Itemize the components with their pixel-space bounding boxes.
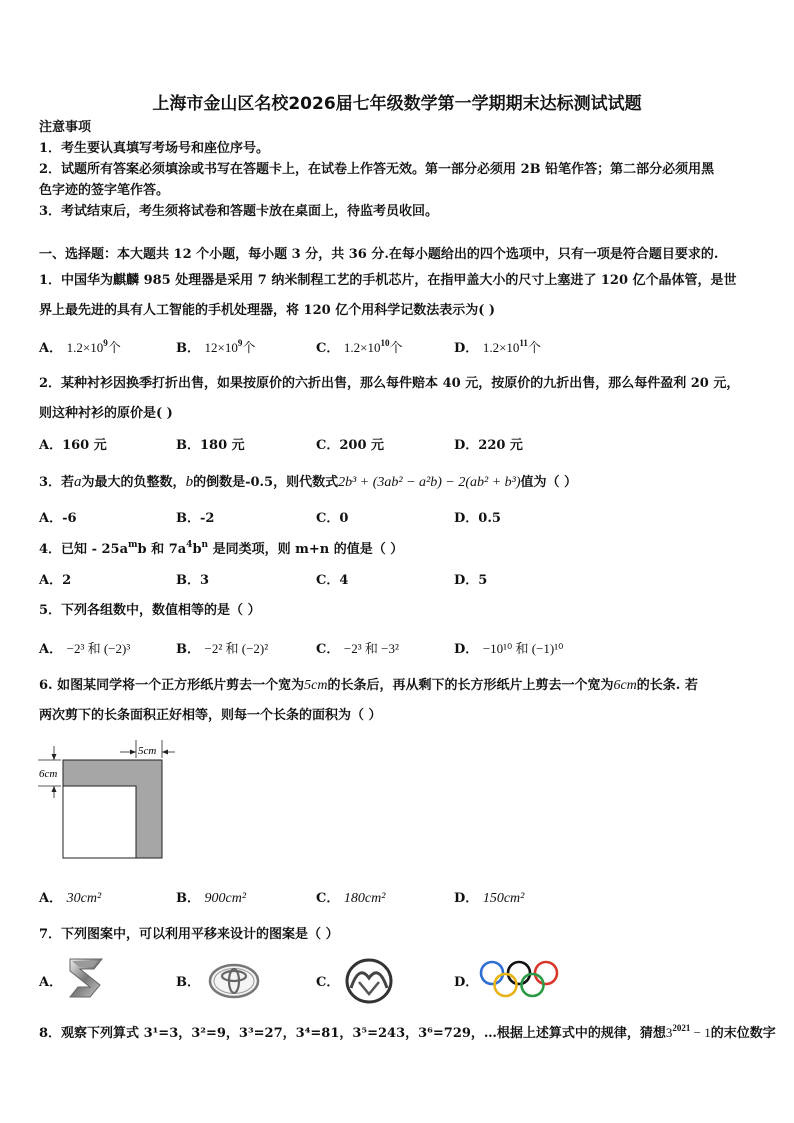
olympic-rings-icon — [478, 958, 562, 1002]
q7-option-b: B． — [176, 975, 200, 990]
q2-option-b: B．180 元 — [176, 438, 245, 453]
q6-text: 6. 如图某同学将一个正方形纸片剪去一个宽为5cm的长条后，再从剩下的长方形纸片上剪去一个宽为6cm的长条. 若 — [39, 678, 698, 693]
q5-option-a: A． −2³ 和 (−2)³ — [39, 641, 131, 657]
q3-option-d: D．0.5 — [454, 511, 501, 526]
q4-option-a: A．2 — [39, 573, 72, 588]
q7-text: 7．下列图案中，可以利用平移来设计的图案是（ ） — [39, 927, 339, 942]
exam-title: 上海市金山区名校2026届七年级数学第一学期期末达标测试试题 — [152, 94, 642, 114]
suzuki-logo-icon — [64, 955, 108, 1001]
note-item: 2．试题所有答案必须填涂或书写在答题卡上，在试卷上作答无效。第一部分必须用 2B 铅笔作答；第二部分必须用黑 — [39, 162, 715, 177]
q6-option-b: B． 900cm² — [176, 891, 247, 906]
q6-text: 两次剪下的长条面积正好相等，则每一个长条的面积为（ ） — [39, 708, 382, 723]
q5-option-b: B． −2² 和 (−2)² — [176, 641, 269, 657]
note-item: 3．考试结束后，考生须将试卷和答题卡放在桌面上，待监考员收回。 — [39, 204, 439, 219]
q4-option-c: C．4 — [316, 573, 349, 588]
mazda-logo-icon — [345, 958, 393, 1004]
fig-label-top: 5cm — [138, 745, 157, 757]
q7-option-c: C． — [316, 975, 340, 990]
q4-option-d: D．5 — [454, 573, 488, 588]
q3-option-b: B．-2 — [176, 511, 215, 526]
q6-option-a: A． 30cm² — [39, 891, 102, 906]
q1-option-a: A． $1.2\times 10^9$个 — [39, 338, 121, 356]
note-item: 1．考生要认真填写考场号和座位序号。 — [39, 141, 270, 156]
q1-text: 1．中国华为麒麟 985 处理器是采用 7 纳米制程工艺的手机芯片，在指甲盖大小的尺寸上塞进了 120 亿个晶体管，是世 — [39, 273, 737, 288]
q2-text: 则这种衬衫的原价是( ) — [39, 406, 173, 421]
q6-option-d: D． 150cm² — [454, 891, 525, 906]
q5-option-d: D． −10¹⁰ 和 (−1)¹⁰ — [454, 641, 564, 657]
q6-figure — [36, 740, 176, 865]
q2-option-d: D．220 元 — [454, 438, 523, 453]
fig-label-left: 6cm — [39, 768, 58, 780]
q8-text: 8．观察下列算式 3¹=3，3²=9，3³=27，3⁴=81，3⁵=243，3⁶=729，…根据上述算式中的规律，猜想$3^{2021} - 1$的末位数字 — [39, 1023, 776, 1041]
q3-option-c: C．0 — [316, 511, 349, 526]
section-heading: 一、选择题：本大题共 12 个小题，每小题 3 分，共 36 分.在每小题给出的四个选项中，只有一项是符合题目要求的. — [39, 247, 719, 262]
q6-option-c: C． 180cm² — [316, 891, 386, 906]
q2-text: 2．某种衬衫因换季打折出售，如果按原价的六折出售，那么每件赔本 40 元，按原价的九折出售，那么每件盈利 20 元， — [39, 376, 740, 391]
q2-option-c: C．200 元 — [316, 438, 385, 453]
q3-option-a: A．-6 — [39, 511, 77, 526]
q7-option-a: A． — [39, 975, 63, 990]
q5-option-c: C． −2³ 和 −3² — [316, 641, 399, 657]
toyota-logo-icon — [208, 963, 260, 999]
q3-text: 3．若a为最大的负整数，b的倒数是-0.5，则代数式2b³ + (3ab² − a²b) − 2(ab² + b³)值为（ ） — [39, 474, 578, 490]
q2-option-a: A．160 元 — [39, 438, 107, 453]
q1-text: 界上最先进的具有人工智能的手机处理器，将 120 亿个用科学记数法表示为( ) — [39, 303, 496, 318]
q1-option-b: B． $12\times 10^9$个 — [176, 338, 256, 356]
q1-option-c: C． $1.2\times 10^{10}$个 — [316, 338, 403, 356]
q7-option-d: D． — [454, 975, 479, 990]
q5-text: 5．下列各组数中，数值相等的是（ ） — [39, 603, 261, 618]
q4-option-b: B．3 — [176, 573, 210, 588]
notes-heading: 注意事项 — [39, 120, 92, 135]
note-item: 色字迹的签字笔作答。 — [39, 183, 170, 198]
q4-text: 4．已知 - $25a^mb$ 和 $7a^4b^n$ 是同类项，则 m+n 的值是（ ） — [39, 540, 404, 557]
q1-option-d: D． $1.2\times 10^{11}$个 — [454, 338, 541, 356]
